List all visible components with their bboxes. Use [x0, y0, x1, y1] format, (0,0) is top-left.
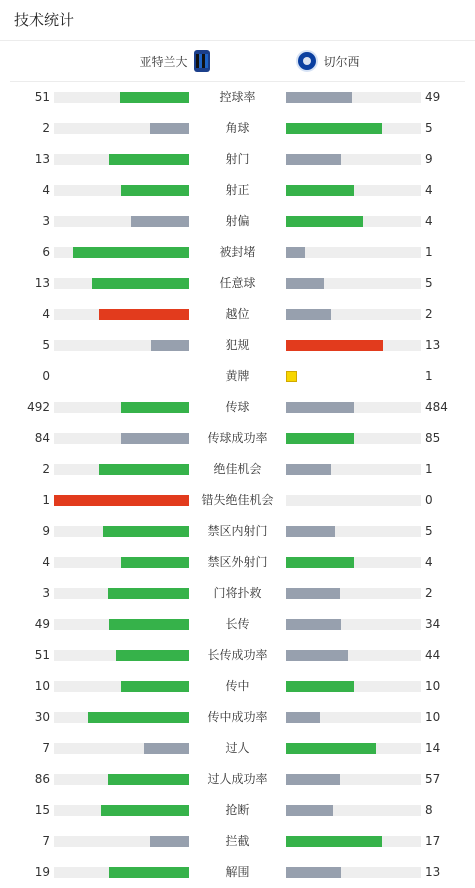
away-bar-track: [286, 464, 421, 475]
away-bar-track: [286, 557, 421, 568]
home-value: 30: [34, 710, 50, 724]
stat-label: 长传: [225, 617, 250, 631]
stat-row: [0, 609, 475, 640]
home-value: 51: [34, 90, 50, 104]
chelsea-logo-icon: [296, 50, 318, 72]
stat-label: 越位: [225, 307, 250, 321]
home-bar-track: [54, 526, 189, 537]
home-bar-fill: [101, 805, 189, 816]
stat-row: [0, 764, 475, 795]
away-bar-track: [286, 495, 421, 506]
home-bar-fill: [144, 743, 189, 754]
stat-label: 射正: [225, 183, 250, 197]
away-value: 44: [425, 648, 441, 662]
home-value: 4: [42, 183, 50, 197]
away-bar-track: [286, 185, 421, 196]
stat-label: 传球成功率: [207, 431, 268, 445]
stat-label: 任意球: [219, 276, 256, 290]
stat-label: 射偏: [225, 214, 250, 228]
away-bar-fill: [286, 619, 341, 630]
home-bar-track: [54, 557, 189, 568]
home-value: 10: [34, 679, 50, 693]
home-bar-track: [54, 247, 189, 258]
home-bar-fill: [99, 464, 189, 475]
away-value: 484: [425, 400, 448, 414]
home-bar-track: [54, 774, 189, 785]
home-value: 4: [42, 307, 50, 321]
home-value: 492: [27, 400, 50, 414]
away-bar-track: [286, 774, 421, 785]
away-bar-track: [286, 712, 421, 723]
stat-label: 控球率: [219, 90, 256, 104]
stat-row: [0, 733, 475, 764]
home-value: 13: [34, 276, 50, 290]
home-bar-track: [54, 433, 189, 444]
away-bar-fill: [286, 309, 331, 320]
away-bar-fill: [286, 681, 354, 692]
away-value: 2: [425, 586, 433, 600]
stat-label: 禁区内射门: [207, 524, 268, 538]
away-bar-track: [286, 526, 421, 537]
home-bar-fill: [151, 340, 189, 351]
home-bar-track: [54, 619, 189, 630]
teams-header: [10, 41, 465, 82]
stat-label: 绝佳机会: [213, 462, 262, 476]
stat-row: [0, 857, 475, 888]
stat-row: [0, 578, 475, 609]
home-bar-track: [54, 588, 189, 599]
page-title: 技术统计: [0, 0, 475, 41]
stat-row: [0, 640, 475, 671]
stat-row: [0, 361, 475, 392]
home-value: 86: [34, 772, 50, 786]
away-bar-track: [286, 92, 421, 103]
away-bar-track: [286, 650, 421, 661]
away-value: 5: [425, 121, 433, 135]
away-value: 49: [425, 90, 441, 104]
stat-row: [0, 144, 475, 175]
atalanta-logo-icon: [194, 50, 210, 72]
home-value: 51: [34, 648, 50, 662]
away-value: 4: [425, 183, 433, 197]
stat-row: [0, 826, 475, 857]
home-bar-track: [54, 402, 189, 413]
away-value: 1: [425, 245, 433, 259]
stat-label: 传中: [225, 679, 250, 693]
away-value: 14: [425, 741, 441, 755]
away-bar-fill: [286, 588, 340, 599]
home-bar-track: [54, 836, 189, 847]
away-bar-fill: [286, 402, 354, 413]
stat-label: 射门: [225, 152, 250, 166]
stat-label: 传球: [225, 400, 250, 414]
home-bar-track: [54, 309, 189, 320]
away-value: 13: [425, 338, 441, 352]
home-bar-fill: [109, 867, 189, 878]
stat-row: [0, 82, 475, 113]
away-bar-fill: [286, 557, 354, 568]
home-bar-track: [54, 185, 189, 196]
away-bar-track: [286, 123, 421, 134]
home-bar-fill: [120, 92, 189, 103]
away-bar-fill: [286, 464, 331, 475]
away-bar-track: [286, 867, 421, 878]
home-value: 7: [42, 741, 50, 755]
stat-label: 抢断: [225, 803, 250, 817]
home-value: 49: [34, 617, 50, 631]
stat-row: [0, 330, 475, 361]
away-bar-track: [286, 247, 421, 258]
away-value: 8: [425, 803, 433, 817]
away-team[interactable]: [296, 41, 360, 81]
home-bar-track: [54, 154, 189, 165]
away-bar-fill: [286, 340, 383, 351]
home-bar-track: [54, 278, 189, 289]
stat-label: 禁区外射门: [207, 555, 268, 569]
stat-label: 犯规: [225, 338, 250, 352]
home-bar-fill: [99, 309, 189, 320]
away-bar-fill: [286, 836, 382, 847]
stat-row: [0, 113, 475, 144]
away-value: 1: [425, 462, 433, 476]
home-value: 13: [34, 152, 50, 166]
home-value: 15: [34, 803, 50, 817]
home-bar-track: [54, 743, 189, 754]
home-bar-track: [54, 92, 189, 103]
away-bar-track: [286, 216, 421, 227]
away-bar-track: [286, 805, 421, 816]
stat-row: [0, 237, 475, 268]
away-value: 10: [425, 710, 441, 724]
stat-label: 被封堵: [219, 245, 256, 259]
stat-label: 过人: [225, 741, 250, 755]
away-bar-fill: [286, 278, 324, 289]
home-bar-fill: [150, 836, 189, 847]
away-bar-fill: [286, 712, 320, 723]
stat-row: [0, 454, 475, 485]
away-value: 0: [425, 493, 433, 507]
home-bar-track: [54, 495, 189, 506]
away-bar-track: [286, 836, 421, 847]
home-value: 5: [42, 338, 50, 352]
home-bar-fill: [131, 216, 189, 227]
stat-row: [0, 547, 475, 578]
away-bar-fill: [286, 154, 341, 165]
away-team-name: 切尔西: [323, 54, 360, 69]
away-bar-fill: [286, 805, 333, 816]
stat-label: 拦截: [225, 834, 250, 848]
home-value: 3: [42, 214, 50, 228]
home-value: 6: [42, 245, 50, 259]
home-bar-fill: [109, 619, 189, 630]
away-bar-fill: [286, 185, 354, 196]
away-value: 2: [425, 307, 433, 321]
home-bar-fill: [121, 185, 189, 196]
home-value: 7: [42, 834, 50, 848]
away-bar-fill: [286, 867, 341, 878]
away-bar-fill: [286, 526, 335, 537]
away-value: 10: [425, 679, 441, 693]
home-value: 2: [42, 462, 50, 476]
home-bar-track: [54, 340, 189, 351]
stat-label: 过人成功率: [207, 772, 268, 786]
away-value: 4: [425, 214, 433, 228]
away-value: 1: [425, 369, 433, 383]
home-bar-fill: [108, 774, 189, 785]
away-bar-fill: [286, 650, 348, 661]
stat-row: [0, 175, 475, 206]
home-bar-fill: [108, 588, 189, 599]
stat-label: 错失绝佳机会: [201, 493, 274, 507]
home-bar-fill: [121, 557, 189, 568]
home-bar-fill: [54, 495, 189, 506]
stat-row: [0, 299, 475, 330]
home-bar-fill: [121, 681, 189, 692]
away-value: 5: [425, 276, 433, 290]
away-bar-fill: [286, 247, 305, 258]
home-value: 3: [42, 586, 50, 600]
home-bar-fill: [121, 402, 189, 413]
away-bar-track: [286, 340, 421, 351]
yellow-card-icon: [286, 371, 297, 382]
away-bar-track: [286, 309, 421, 320]
home-team[interactable]: [139, 41, 209, 81]
home-value: 4: [42, 555, 50, 569]
away-bar-fill: [286, 123, 382, 134]
home-bar-track: [54, 681, 189, 692]
stat-label: 门将扑救: [213, 586, 262, 600]
home-value: 0: [42, 369, 50, 383]
home-bar-fill: [103, 526, 189, 537]
away-bar-track: [286, 278, 421, 289]
away-bar-fill: [286, 743, 376, 754]
stat-label: 角球: [225, 121, 250, 135]
home-bar-fill: [121, 433, 189, 444]
away-bar-track: [286, 154, 421, 165]
home-bar-fill: [73, 247, 189, 258]
home-value: 2: [42, 121, 50, 135]
away-value: 4: [425, 555, 433, 569]
home-bar-track: [54, 867, 189, 878]
stat-row: [0, 423, 475, 454]
away-value: 34: [425, 617, 441, 631]
stat-row: [0, 671, 475, 702]
home-bar-track: [54, 805, 189, 816]
stat-row: [0, 392, 475, 423]
away-bar-track: [286, 619, 421, 630]
stat-row: [0, 268, 475, 299]
home-bar-track: [54, 216, 189, 227]
home-value: 9: [42, 524, 50, 538]
stat-label: 解围: [225, 865, 250, 879]
away-bar-track: [286, 433, 421, 444]
away-value: 57: [425, 772, 441, 786]
home-bar-fill: [88, 712, 189, 723]
stat-row: [0, 516, 475, 547]
away-bar-track: [286, 681, 421, 692]
away-bar-track: [286, 588, 421, 599]
home-bar-track: [54, 464, 189, 475]
away-value: 9: [425, 152, 433, 166]
stat-row: [0, 795, 475, 826]
home-team-name: 亚特兰大: [139, 54, 188, 69]
home-bar-track: [54, 123, 189, 134]
stat-label: 长传成功率: [207, 648, 268, 662]
home-bar-fill: [150, 123, 189, 134]
away-bar-fill: [286, 433, 354, 444]
away-bar-track: [286, 402, 421, 413]
home-value: 19: [34, 865, 50, 879]
away-bar-fill: [286, 92, 352, 103]
away-bar-fill: [286, 216, 363, 227]
stat-row: [0, 485, 475, 516]
away-value: 17: [425, 834, 441, 848]
home-value: 84: [34, 431, 50, 445]
home-bar-track: [54, 712, 189, 723]
home-value: 1: [42, 493, 50, 507]
home-bar-fill: [92, 278, 189, 289]
home-bar-fill: [109, 154, 189, 165]
stat-label: 传中成功率: [207, 710, 268, 724]
away-value: 85: [425, 431, 441, 445]
stat-row: [0, 206, 475, 237]
home-bar-track: [54, 650, 189, 661]
away-bar-fill: [286, 774, 340, 785]
away-value: 5: [425, 524, 433, 538]
away-value: 13: [425, 865, 441, 879]
stat-row: [0, 702, 475, 733]
stat-label: 黄牌: [225, 369, 250, 383]
away-bar-track: [286, 743, 421, 754]
home-bar-fill: [116, 650, 189, 661]
